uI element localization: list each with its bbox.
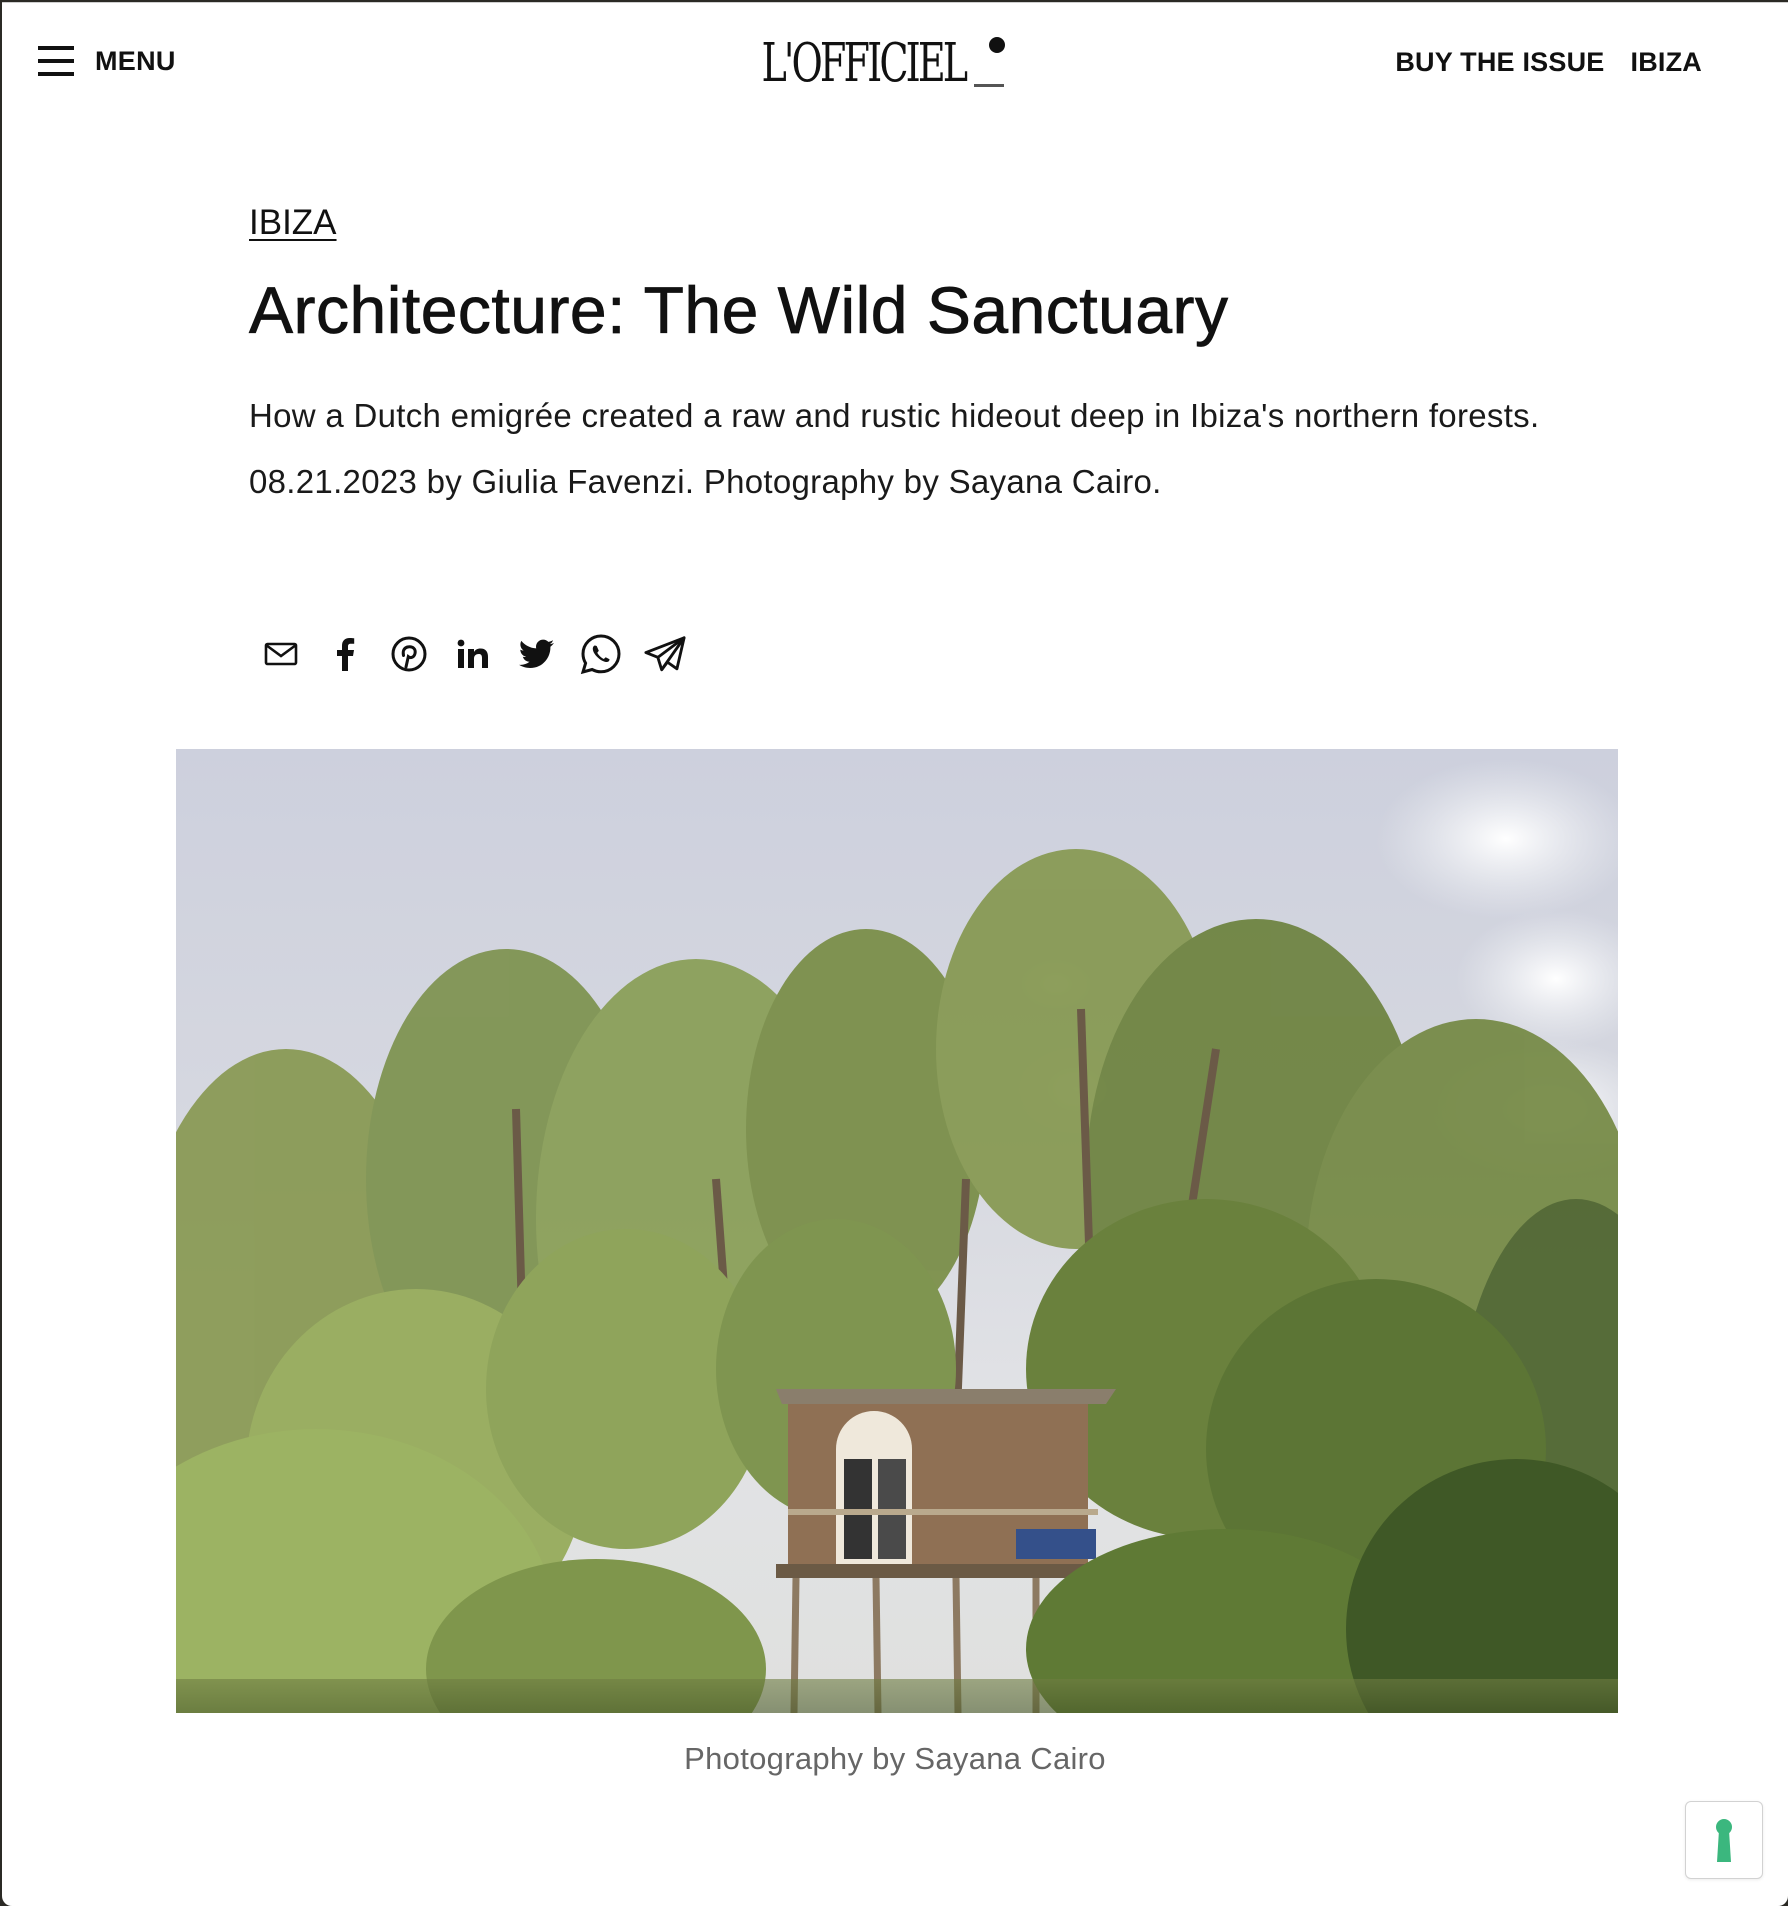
menu-label: MENU bbox=[95, 45, 176, 76]
share-whatsapp-button[interactable] bbox=[580, 633, 622, 675]
share-bar bbox=[260, 633, 686, 675]
pinterest-icon bbox=[391, 636, 427, 672]
share-linkedin-button[interactable] bbox=[452, 633, 494, 675]
share-facebook-button[interactable] bbox=[324, 633, 366, 675]
twitter-icon bbox=[519, 639, 555, 669]
whatsapp-icon bbox=[580, 633, 622, 675]
telegram-icon bbox=[644, 635, 686, 673]
site-logo[interactable]: L'OFFICIEL bbox=[761, 32, 966, 94]
top-nav bbox=[1395, 47, 1702, 78]
hero-photo bbox=[176, 749, 1618, 1713]
treehouse-photo bbox=[176, 749, 1618, 1713]
article-title: Architecture: The Wild Sanctuary bbox=[249, 273, 1229, 347]
logo-subline bbox=[974, 84, 1004, 87]
privacy-settings-button[interactable] bbox=[1685, 1801, 1763, 1879]
share-pinterest-button[interactable] bbox=[388, 633, 430, 675]
buy-the-issue-link[interactable]: BUY THE ISSUE bbox=[1395, 47, 1605, 77]
article-header bbox=[249, 203, 1629, 501]
linkedin-icon bbox=[457, 639, 489, 669]
hero-caption: Photography by Sayana Cairo bbox=[684, 1741, 1106, 1776]
share-email-button[interactable] bbox=[260, 633, 302, 675]
category-link[interactable]: IBIZA bbox=[249, 203, 337, 242]
share-telegram-button[interactable] bbox=[644, 633, 686, 675]
menu-button[interactable] bbox=[37, 39, 176, 83]
article-dek: How a Dutch emigrée created a raw and rustic hideout deep in Ibiza's northern forests. bbox=[249, 396, 1540, 434]
hamburger-icon bbox=[37, 42, 75, 80]
browser-window bbox=[2, 2, 1788, 1906]
keyhole-icon bbox=[1712, 1818, 1736, 1862]
ibiza-edition-link[interactable]: IBIZA bbox=[1630, 47, 1702, 77]
share-twitter-button[interactable] bbox=[516, 633, 558, 675]
facebook-icon bbox=[334, 637, 356, 671]
logo-emblem bbox=[989, 37, 1005, 53]
email-icon bbox=[264, 641, 298, 667]
article-byline: 08.21.2023 by Giulia Favenzi. Photography by Sayana Cairo. bbox=[249, 462, 1162, 500]
site-header bbox=[2, 3, 1788, 123]
